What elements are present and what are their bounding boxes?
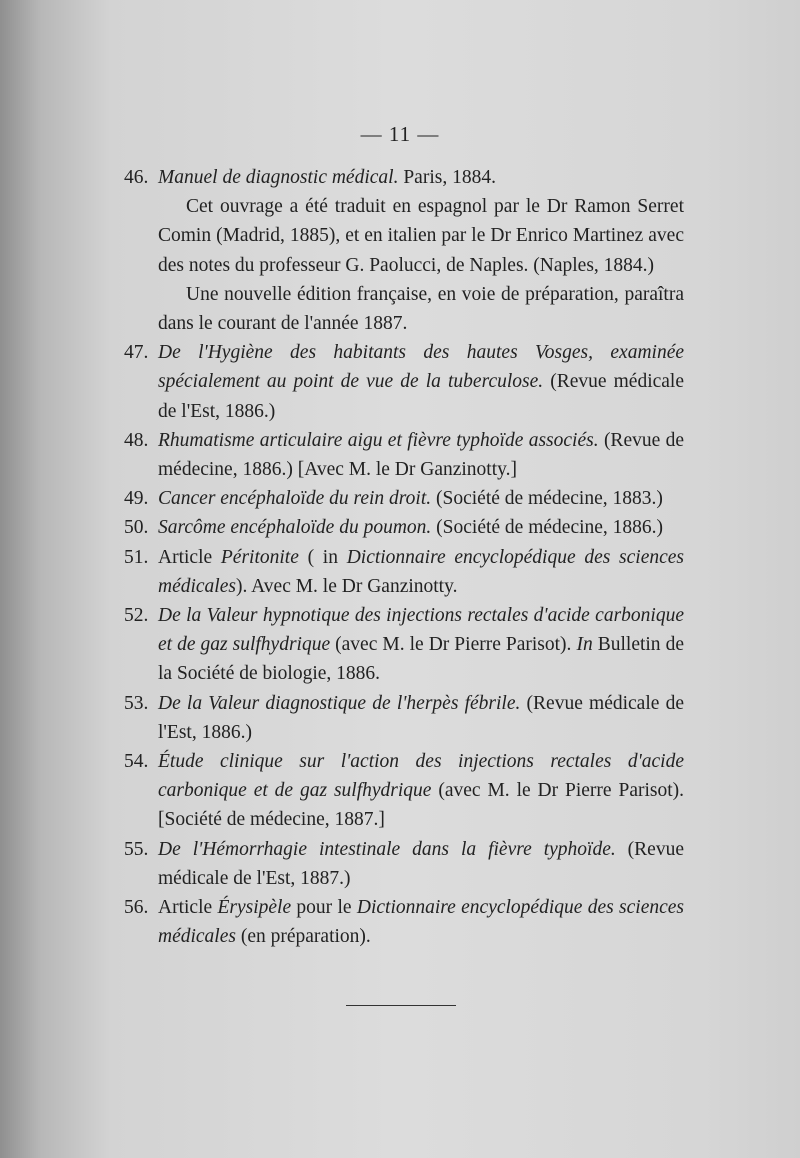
list-item: [124, 835, 684, 893]
end-rule: [346, 1005, 456, 1006]
list-item: [124, 893, 684, 951]
entry-number: 48.: [124, 429, 149, 451]
entry-prefix: Article: [158, 897, 218, 919]
entry-title: De l'Hygiène des habitants des hautes Vosges, examinée spécialement au point de vue de la tuberculose.: [158, 342, 684, 393]
entry-details: (en préparation).: [235, 926, 371, 948]
entry-text: [158, 601, 684, 689]
entry-details: (Revue de médecine, 1886.) [Avec M. le Dr Ganzinotty.]: [158, 429, 685, 481]
entry-number: 53.: [124, 692, 149, 714]
entry-text: [158, 893, 684, 951]
entry-number: 55.: [124, 838, 149, 860]
entry-connector: ( in: [298, 546, 347, 568]
entry-details: (Revue médicale de l'Est, 1886.): [158, 371, 685, 422]
entry-text: [158, 689, 684, 747]
entry-details: (avec M. le Dr Pierre Parisot). [Société de médecine, 1887.]: [158, 780, 685, 831]
page-number: — 11 —: [360, 122, 440, 146]
entry-number: 56.: [124, 897, 149, 919]
entry-number: 47.: [124, 342, 149, 364]
entry-details: (Revue médicale de l'Est, 1887.): [158, 838, 684, 889]
entry-details: Paris, 1884.: [398, 167, 496, 188]
entry-source-title: In: [576, 634, 593, 656]
entry-text: [158, 747, 684, 835]
entry-text: [158, 835, 684, 893]
entry-title: Péritonite: [220, 546, 299, 568]
entry-text: [158, 163, 684, 192]
entry-number: 54.: [124, 751, 149, 773]
list-item: [124, 338, 684, 426]
entry-number: 46.: [124, 167, 149, 188]
entry-details: (Société de médecine, 1886.): [431, 517, 664, 539]
list-item: [124, 484, 684, 513]
entry-note: Une nouvelle édition française, en voie de préparation, paraîtra dans le courant de l'année 1887.: [158, 283, 684, 335]
entry-connector: pour le: [291, 897, 357, 919]
entry-number: 52.: [124, 605, 149, 627]
entry-number: 51.: [124, 546, 149, 568]
entry-title: Érysipèle: [217, 897, 292, 919]
entry-title: Cancer encéphaloïde du rein droit.: [158, 488, 432, 510]
entry-details: Bulletin de la Société de biologie, 1886.: [158, 634, 684, 685]
entry-source-title: Dictionnaire encyclopédique des sciences médicales: [158, 546, 685, 597]
list-item: [124, 426, 684, 484]
entry-text: [158, 484, 684, 513]
entry-title: Étude clinique sur l'action des injections rectales d'acide carbonique et de gaz sulfhydrique: [158, 751, 684, 802]
entry-source-title: Dictionnaire encyclopédique des sciences médicales: [158, 897, 685, 948]
entry-title: De la Valeur diagnostique de l'herpès fébrile.: [158, 692, 521, 714]
list-item: [124, 747, 684, 835]
bibliography-list: [124, 163, 684, 951]
entry-details: (Société de médecine, 1883.): [431, 488, 663, 510]
entry-title: De la Valeur hypnotique des injections rectales d'acide carbonique et de gaz sulfhydrique: [158, 605, 684, 656]
entry-text: [158, 513, 684, 542]
entry-details: (Revue médicale de l'Est, 1886.): [158, 692, 684, 743]
entry-note: Cet ouvrage a été traduit en espagnol par le Dr Ramon Serret Comin (Madrid, 1885), et en italien par le Dr Enrico Martinez avec des notes du professeur G. Paolucci, de Naples. (Naples, 1884.): [158, 196, 684, 276]
entry-text: [158, 426, 684, 484]
list-item: [124, 601, 684, 689]
entry-title: Manuel de diagnostic médical.: [158, 167, 399, 188]
entry-text: [158, 543, 684, 601]
entry-number: 50.: [124, 517, 149, 539]
entry-prefix: Article: [158, 546, 221, 568]
entry-number: 49.: [124, 488, 149, 510]
list-item: [124, 163, 684, 338]
list-item: [124, 513, 684, 542]
entry-title: Rhumatisme articulaire aigu et fièvre typhoïde associés.: [158, 429, 599, 451]
entry-title: Sarcôme encéphaloïde du poumon.: [158, 517, 432, 539]
entry-text: [158, 338, 684, 426]
entry-connector: (avec M. le Dr Pierre Parisot).: [330, 634, 577, 656]
list-item: [124, 543, 684, 601]
entry-details: ). Avec M. le Dr Ganzinotty.: [235, 575, 458, 597]
entry-title: De l'Hémorrhagie intestinale dans la fièvre typhoïde.: [158, 838, 616, 860]
list-item: [124, 689, 684, 747]
